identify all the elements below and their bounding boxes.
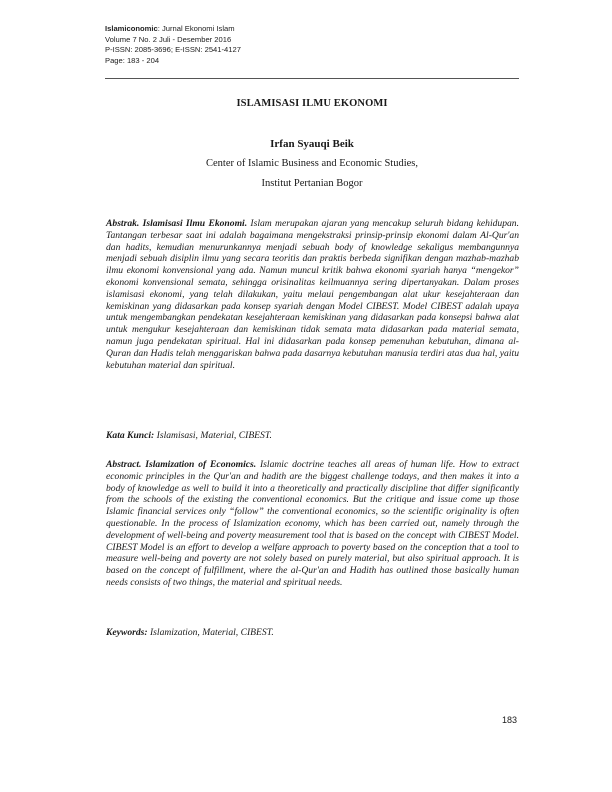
- journal-pages: Page: 183 - 204: [105, 55, 160, 65]
- abstract-en-body: Islamic doctrine teaches all areas of human life. How to extract economic principles in the Qur'an and hadith are the biggest challenge todays, and then makes it into a body of knowledge as well to build it into a theoretically and practically discipline that differ significantly from the schools of the existing the conventional economics. But the critique and issue come up those Islamic financial services only “follow” the conventional economics, so the scientific originality is often questionable. In the process of Islamization economy, which has been carried out, namely through the development of well-being and poverty measurement tool that is based on the concept with CIBEST Model. CIBEST Model is an effort to develop a welfare approach to poverty based on the conception that a tool to measure well-being and poverty are not solely based on purely material, but also spiritual approach. It is based on the concept of fulfillment, where the al-Qur'an and Hadith has outlined those basically human needs consists of two things, the material and spiritual needs.: [106, 459, 519, 588]
- keywords-en-value: Islamization, Material, CIBEST.: [147, 627, 274, 638]
- journal-issn: P-ISSN: 2085-3696; E-ISSN: 2541-4127: [105, 45, 241, 55]
- abstract-english: [106, 459, 519, 589]
- journal-name: Islamiconomic: [105, 24, 158, 33]
- abstract-en-lead: Abstract. Islamization of Economics.: [106, 459, 257, 470]
- keywords-indonesian: [106, 430, 519, 441]
- keywords-id-value: Islamisasi, Material, CIBEST.: [154, 430, 272, 441]
- author-name: Irfan Syauqi Beik: [270, 138, 354, 150]
- page-number: 183: [502, 715, 518, 725]
- journal-title-line: [105, 24, 519, 35]
- affiliation-line-2: Institut Pertanian Bogor: [261, 178, 363, 189]
- abstract-id-body: Islam merupakan ajaran yang mencakup seluruh bidang kehidupan. Tantangan terbesar saat ini adalah bagaimana mengekstraksi prinsip-prinsip ekonomi dalam Al-Qur'an dan hadits, kemudian menurunkannya menjadi sebuah body of knowledge sekaligus membangunnya menjadi sebuah disiplin ilmu yang secara teoritis dan praktis berbeda signifikan dengan mazhab-mazhab ilmu ekonomi konvensional yang ada. Namun muncul kritik bahwa ekonomi syariah hanya “mengekor” ekonomi konvensional semata, sehingga orisinalitas keilmuannya sering dipertanyakan. Dalam proses islamisasi ekonomi, yang telah dilakukan, yaitu melaui pengembangan alat ukur kesejahteraan dan kemiskinan yang didasarkan pada konsep syariah dengan Model CIBEST. Model CIBEST adalah upaya untuk mengembangkan pendekatan kesejahteraan kemiskinan yang didasarkan pada konsepsi bahwa alat untuk mengukur kesejahteraan dan kemiskinan tidak semata mata didasarkan pada material semata, namun juga pendekatan spiritual. Hal ini didasarkan pada konsep pemenuhan kebutuhan, dimana al-Quran dan Hadis telah menggariskan bahwa pada dasarnya kebutuhan manusia terdiri atas dua hal, yaitu kebutuhan material dan spiritual.: [106, 218, 519, 371]
- abstract-indonesian: [106, 218, 519, 371]
- journal-volume: Volume 7 No. 2 Juli - Desember 2016: [105, 34, 232, 44]
- header-divider: [105, 78, 519, 79]
- paper-title: ISLAMISASI ILMU EKONOMI: [236, 98, 388, 109]
- journal-header: [105, 24, 519, 66]
- abstract-id-lead: Abstrak. Islamisasi Ilmu Ekonomi.: [106, 218, 248, 229]
- keywords-english: [106, 627, 519, 638]
- keywords-en-label: Keywords:: [106, 627, 148, 638]
- keywords-id-label: Kata Kunci:: [106, 430, 155, 441]
- affiliation-line-1: Center of Islamic Business and Economic Studies,: [205, 158, 418, 169]
- journal-subtitle: : Jurnal Ekonomi Islam: [157, 24, 235, 33]
